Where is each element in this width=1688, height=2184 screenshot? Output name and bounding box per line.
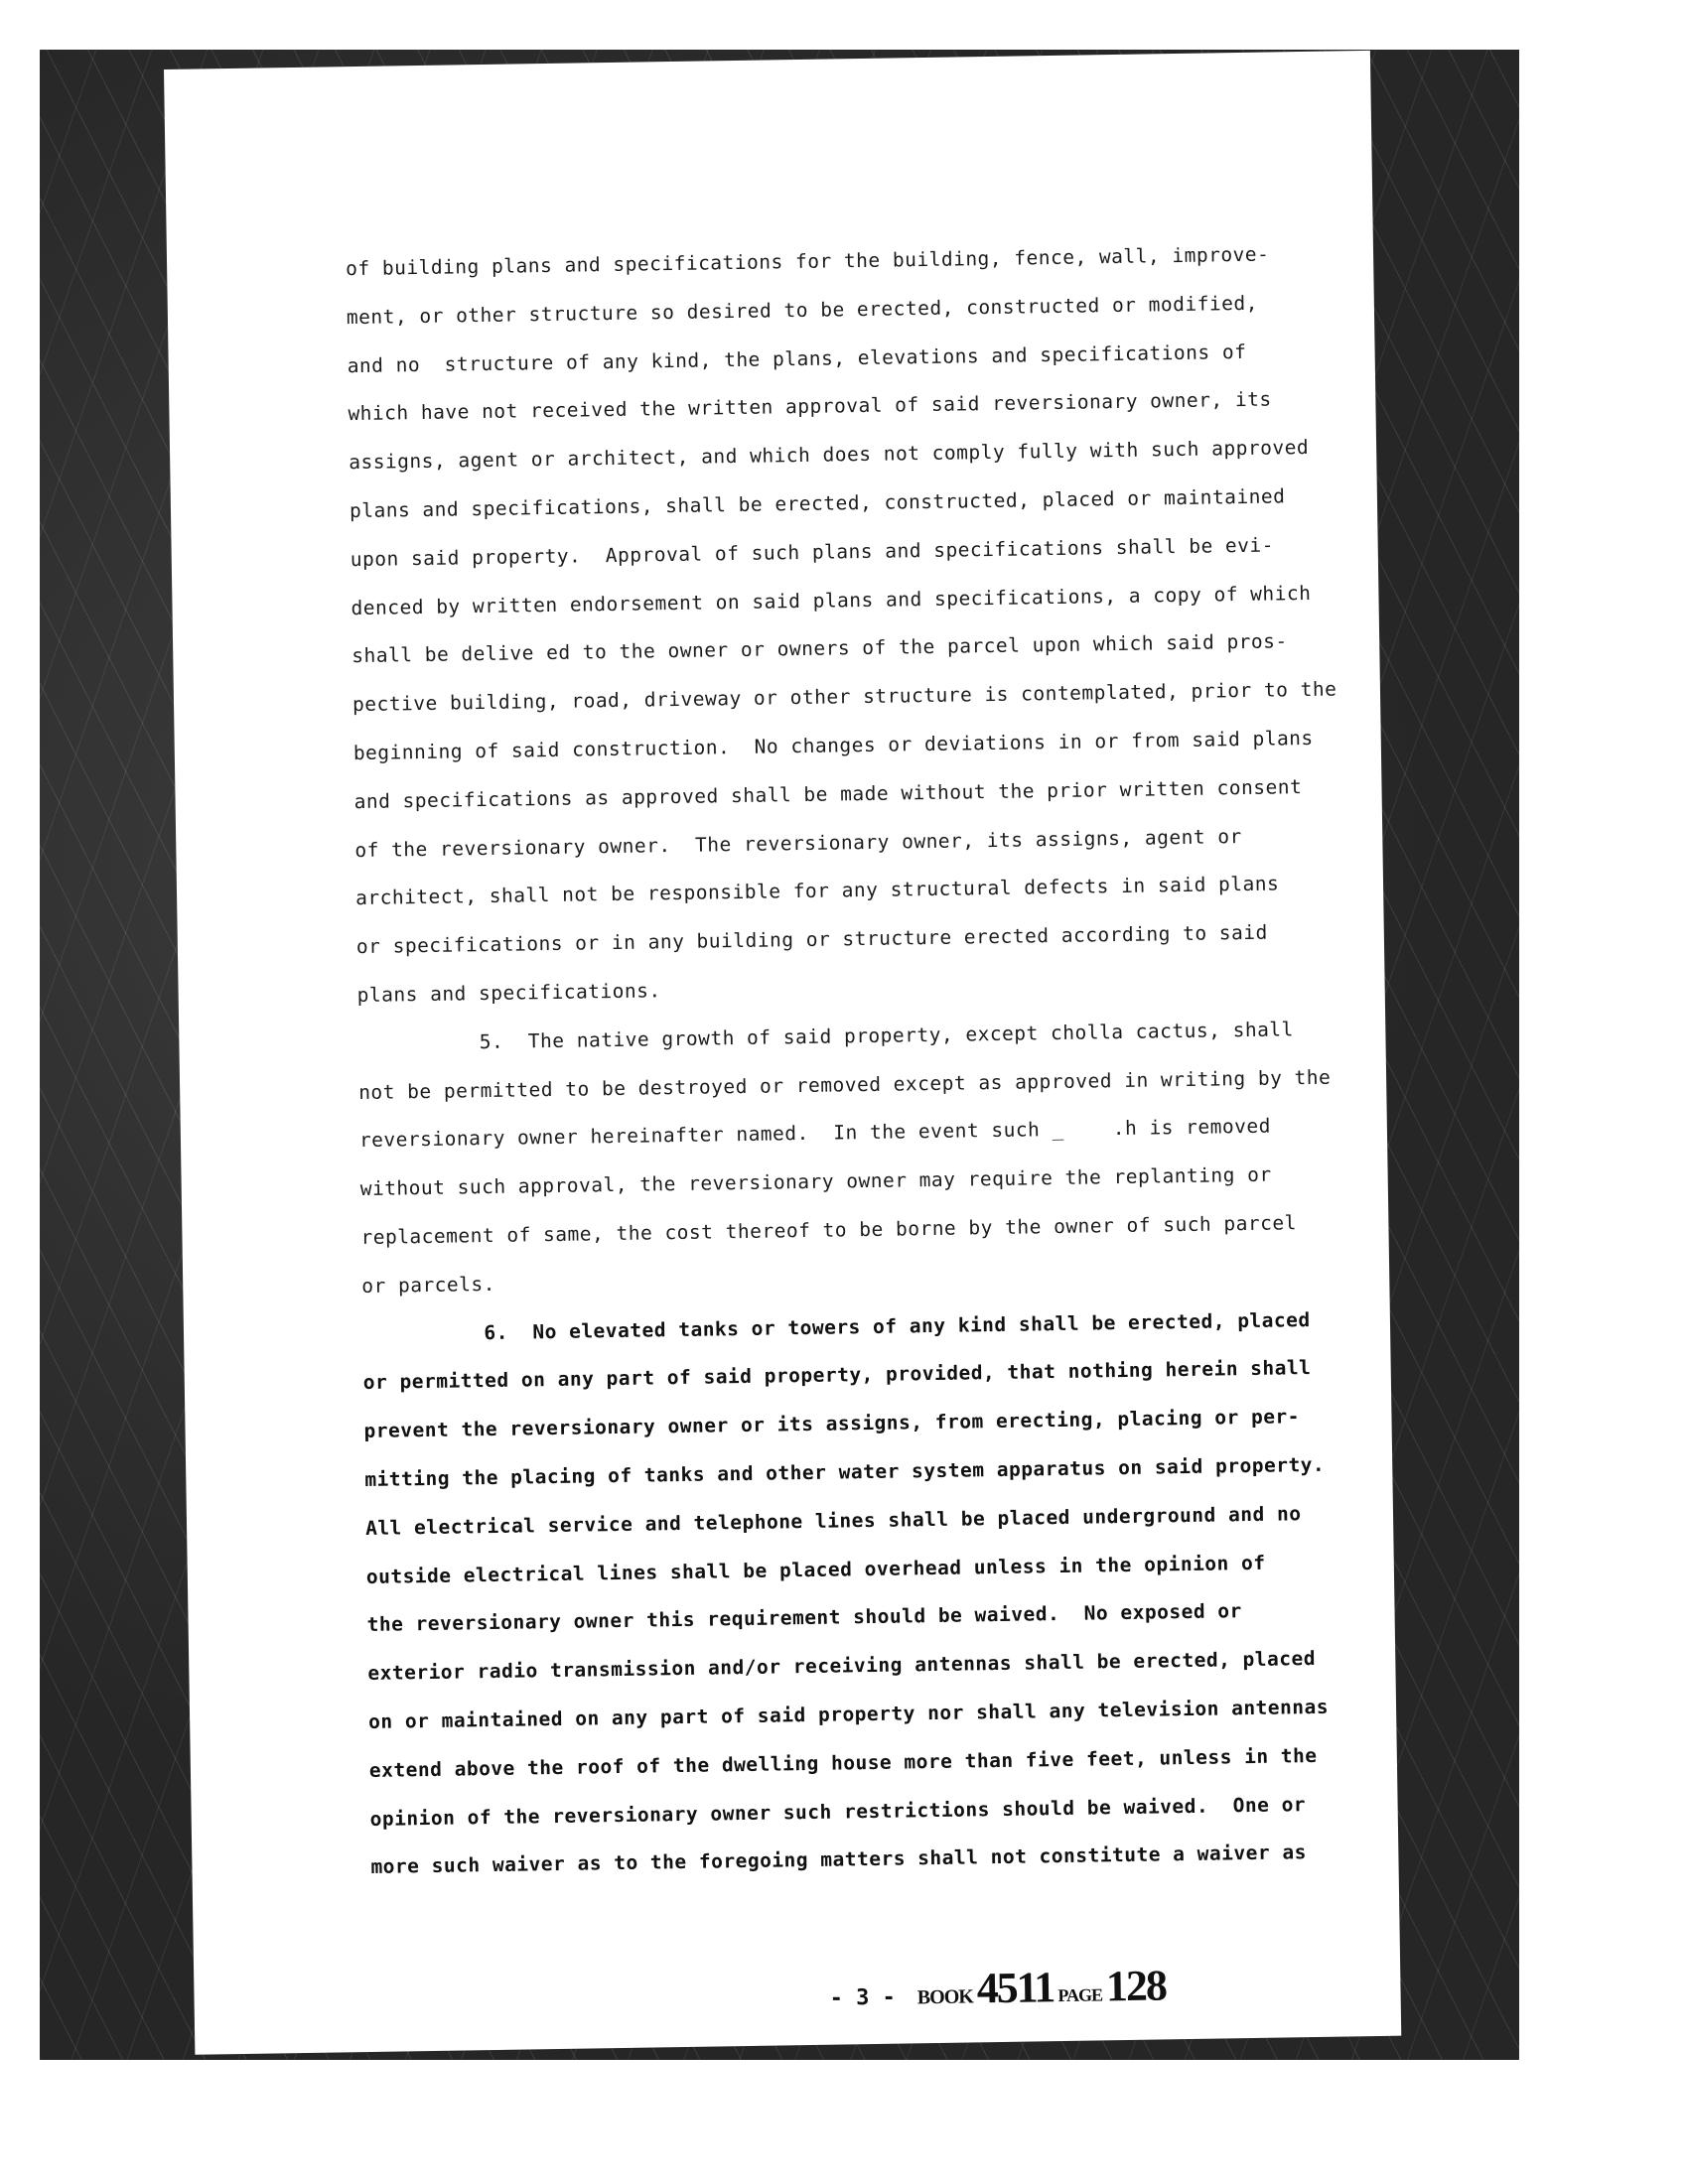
text-line: shall be delive ed to the owner or owners of the parcel upon which said pros- (352, 629, 1288, 668)
text-line: exterior radio transmission and/or receiving antennas shall be erected, placed (367, 1647, 1317, 1686)
book-page-stamp (916, 1960, 1166, 2014)
page-label: PAGE (1057, 1984, 1103, 2006)
text-line: mitting the placing of tanks and other water system apparatus on said property. (364, 1452, 1326, 1491)
text-line: plans and specifications. (356, 979, 661, 1008)
text-line: upon said property. Approval of such plans and specifications shall be evi- (350, 533, 1275, 571)
text-line: extend above the roof of the dwelling house more than five feet, unless in the (368, 1743, 1318, 1782)
text-line: of building plans and specifications for the building, fence, wall, improve- (345, 242, 1270, 281)
text-line: which have not received the written approval of said reversionary owner, its (348, 387, 1272, 426)
text-line: assigns, agent or architect, and which does not comply fully with such approved (349, 436, 1310, 475)
text-line: plans and specifications, shall be erected, constructed, placed or maintained (349, 484, 1286, 523)
text-line: outside electrical lines shall be placed overhead unless in the opinion of (365, 1551, 1266, 1588)
text-line: architect, shall not be responsible for any structural defects in said plans (354, 872, 1280, 910)
text-line: beginning of said construction. No changes or deviations in or from said plans (352, 726, 1314, 765)
page-footer (829, 1960, 1166, 2024)
document-body (346, 229, 1414, 1892)
book-label: BOOK (916, 1985, 974, 2009)
text-line: ment, or other structure so desired to be erected, constructed or modified, (346, 291, 1259, 329)
text-line: not be permitted to be destroyed or removed except as approved in writing by the (358, 1065, 1332, 1104)
text-line: 5. The native growth of said property, except cholla cactus, shall (357, 1017, 1294, 1055)
text-line: or permitted on any part of said property, provided, that nothing herein shall (362, 1356, 1312, 1395)
text-line: reversionary owner hereinafter named. In the event such _ .h is removed (358, 1114, 1272, 1153)
text-line: more such waiver as to the foregoing matters shall not constitute a waiver as (370, 1841, 1308, 1879)
text-line: denced by written endorsement on said plans and specifications, a copy of which (351, 581, 1312, 619)
text-line: replacement of same, the cost thereof to be borne by the owner of such parcel (360, 1211, 1298, 1249)
text-line: pective building, road, driveway or other structure is contemplated, prior to the (352, 677, 1337, 717)
text-line: 6. No elevated tanks or towers of any kind shall be erected, placed (361, 1307, 1311, 1346)
text-line: opinion of the reversionary owner such restrictions should be waived. One or (369, 1792, 1307, 1831)
page-reference: 128 (1105, 1961, 1167, 2011)
text-line: without such approval, the reversionary owner may require the replanting or (359, 1162, 1272, 1201)
text-line: prevent the reversionary owner or its assigns, from erecting, placing or per- (363, 1405, 1301, 1443)
text-line: and no structure of any kind, the plans, elevations and specifications of (347, 340, 1247, 377)
text-line: of the reversionary owner. The reversionary owner, its assigns, agent or (354, 824, 1242, 862)
text-line: on or maintained on any part of said property nor shall any television antennas (367, 1695, 1330, 1733)
text-line: or parcels. (361, 1272, 496, 1297)
text-line: and specifications as approved shall be made without the prior written consent (353, 774, 1303, 813)
text-line: or specifications or in any building or structure erected according to said (355, 920, 1268, 959)
text-line: All electrical service and telephone lines shall be placed underground and no (364, 1501, 1302, 1540)
document-page (164, 51, 1401, 2055)
book-number: 4511 (976, 1963, 1055, 2013)
page-number: - 3 - (829, 1984, 897, 2011)
text-line: the reversionary owner this requirement should be waived. No exposed or (366, 1599, 1242, 1637)
